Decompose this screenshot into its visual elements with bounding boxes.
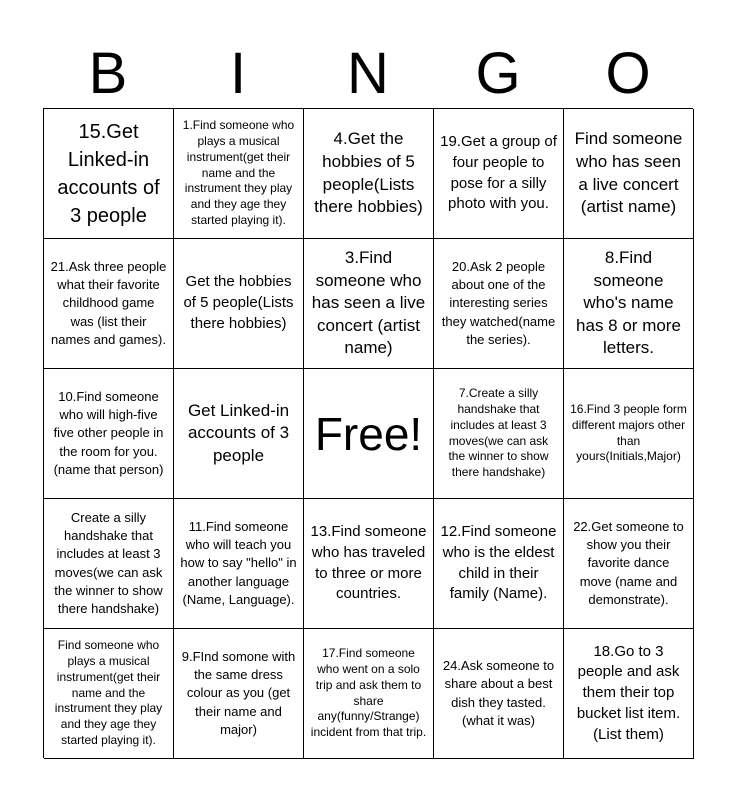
bingo-cell[interactable] <box>44 109 174 239</box>
cell-text: Get Linked-in accounts of 3 people <box>187 400 290 465</box>
bingo-cell[interactable] <box>564 239 694 369</box>
cell-text: 22.Get someone to show you their favorite dance move (name and demonstrate). <box>573 519 684 607</box>
cell-text: 21.Ask three people what their favorite childhood game was (list their names and games). <box>50 259 167 347</box>
cell-text: 24.Ask someone to share about a best dish they tasted. (what it was) <box>442 658 555 728</box>
free-space[interactable] <box>304 369 434 499</box>
bingo-cell[interactable] <box>304 239 434 369</box>
cell-text: Find someone who plays a musical instrument(get their name and the instrument they play and they age they started playing it). <box>54 638 163 748</box>
header-letter-i: I <box>229 41 247 106</box>
header-letter-g: G <box>475 41 521 106</box>
cell-text: 7.Create a silly handshake that includes at least 3 moves(we can ask the winner to show there handshake) <box>448 386 549 480</box>
cell-text: 16.Find 3 people form different majors other than yours(Initials,Major) <box>570 401 687 464</box>
cell-text: 9.FInd somone with the same dress colour as you (get their name and major) <box>181 649 296 737</box>
cell-text: 17.Find someone who went on a solo trip and ask them to share any(funny/Strange) incident from that trip. <box>310 646 427 740</box>
cell-text: 18.Go to 3 people and ask them their top bucket list item.(List them) <box>576 642 681 743</box>
cell-text: Get the hobbies of 5 people(Lists there hobbies) <box>183 273 294 332</box>
bingo-cell[interactable] <box>434 629 564 759</box>
bingo-cell[interactable] <box>564 369 694 499</box>
header-letter-o: O <box>605 41 651 106</box>
bingo-cell[interactable] <box>304 629 434 759</box>
bingo-cell[interactable] <box>304 499 434 629</box>
cell-text: 12.Find someone who is the eldest child in their family (Name). <box>440 523 557 603</box>
header-letter-b: B <box>88 41 128 106</box>
bingo-cell[interactable] <box>434 239 564 369</box>
header-letter-n: N <box>347 41 389 106</box>
bingo-cell[interactable] <box>174 109 304 239</box>
bingo-cell[interactable] <box>174 499 304 629</box>
bingo-cell[interactable] <box>434 109 564 239</box>
bingo-cell[interactable] <box>564 109 694 239</box>
bingo-cell[interactable] <box>44 499 174 629</box>
cell-text: 19.Get a group of four people to pose for a silly photo with you. <box>440 133 557 213</box>
cell-text: 11.Find someone who will teach you how to say "hello" in another language (Name, Language). <box>180 519 297 607</box>
cell-text: Create a silly handshake that includes at least 3 moves(we can ask the winner to show there handshake) <box>54 509 163 616</box>
bingo-cell[interactable] <box>174 369 304 499</box>
free-text: Free! <box>314 407 423 460</box>
bingo-cell[interactable] <box>304 109 434 239</box>
bingo-cell[interactable] <box>44 629 174 759</box>
bingo-header <box>43 40 693 108</box>
cell-text: 15.Get Linked-in accounts of 3 people <box>57 120 160 227</box>
cell-text: 20.Ask 2 people about one of the interesting series they watched(name the series). <box>441 259 556 347</box>
bingo-cell[interactable] <box>44 239 174 369</box>
bingo-cell[interactable] <box>434 369 564 499</box>
cell-text: 1.Find someone who plays a musical instrument(get their name and the instrument they play and they age they started playing it). <box>182 118 295 228</box>
cell-text: 13.Find someone who has traveled to three or more countries. <box>310 523 427 603</box>
bingo-cell[interactable] <box>174 239 304 369</box>
cell-text: 4.Get the hobbies of 5 people(Lists there hobbies) <box>314 129 423 217</box>
bingo-cell[interactable] <box>434 499 564 629</box>
bingo-cell[interactable] <box>564 499 694 629</box>
cell-text: 3.Find someone who has seen a live concert (artist name) <box>311 247 426 358</box>
cell-text: 8.Find someone who's name has 8 or more letters. <box>576 247 681 358</box>
cell-text: Find someone who has seen a live concert (artist name) <box>574 129 683 217</box>
bingo-cell[interactable] <box>564 629 694 759</box>
cell-text: 10.Find someone who will high-five five other people in the room for you.(name that person) <box>53 389 164 477</box>
bingo-grid <box>43 108 693 758</box>
bingo-cell[interactable] <box>174 629 304 759</box>
bingo-cell[interactable] <box>44 369 174 499</box>
